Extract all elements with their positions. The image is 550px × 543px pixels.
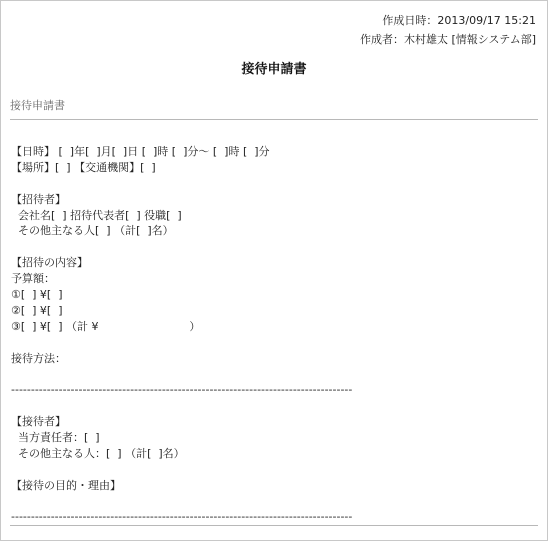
body-line: [11, 462, 352, 478]
created-datetime: 作成日時：2013/09/17 15:21: [382, 14, 536, 27]
body-line: 【日時】 [ ]年[ ]月[ ]日 [ ]時 [ ]分～ [ ]時 [ ]分: [11, 145, 270, 158]
body-line: [11, 494, 352, 510]
body-line: 【接待の目的・理由】: [11, 478, 121, 492]
body-line: 【場所】[ ] 【交通機関】[ ]: [11, 160, 156, 174]
document-body: [11, 144, 352, 525]
body-line: ①[ ] ¥[ ]: [11, 288, 63, 302]
body-line: [11, 366, 352, 382]
body-line: [11, 176, 352, 192]
body-line: --------------------------------------------------------------------------------------: [11, 383, 353, 397]
body-line: 接待方法：: [11, 351, 66, 365]
section-label: 接待申請書: [10, 99, 65, 112]
body-line: その他主なる人：[ ] （計[ ]名）: [11, 446, 185, 460]
body-line: 【招待の内容】: [11, 256, 88, 270]
body-line: [11, 398, 352, 414]
body-line: ③[ ] ¥[ ] （計 ¥ ）: [11, 319, 201, 333]
body-line: 【接待者】: [11, 415, 66, 429]
body-line: 【招待者】: [11, 192, 66, 206]
body-line: [11, 335, 352, 351]
body-line: ②[ ] ¥[ ]: [11, 303, 63, 317]
document-title: 接待申請書: [241, 62, 307, 77]
top-divider: [10, 119, 538, 120]
body-line: 予算額：: [11, 272, 55, 286]
body-line: 当方責任者：[ ]: [11, 431, 100, 445]
body-line: --------------------------------------------------------------------------------------: [11, 510, 353, 524]
bottom-divider: [10, 525, 538, 526]
body-line: その他主なる人[ ] （計[ ]名）: [11, 224, 174, 238]
body-line: [11, 239, 352, 255]
author-info: 作成者：木村雄太 [情報システム部]: [360, 33, 536, 46]
body-line: 会社名[ ] 招待代表者[ ] 役職[ ]: [11, 208, 182, 222]
